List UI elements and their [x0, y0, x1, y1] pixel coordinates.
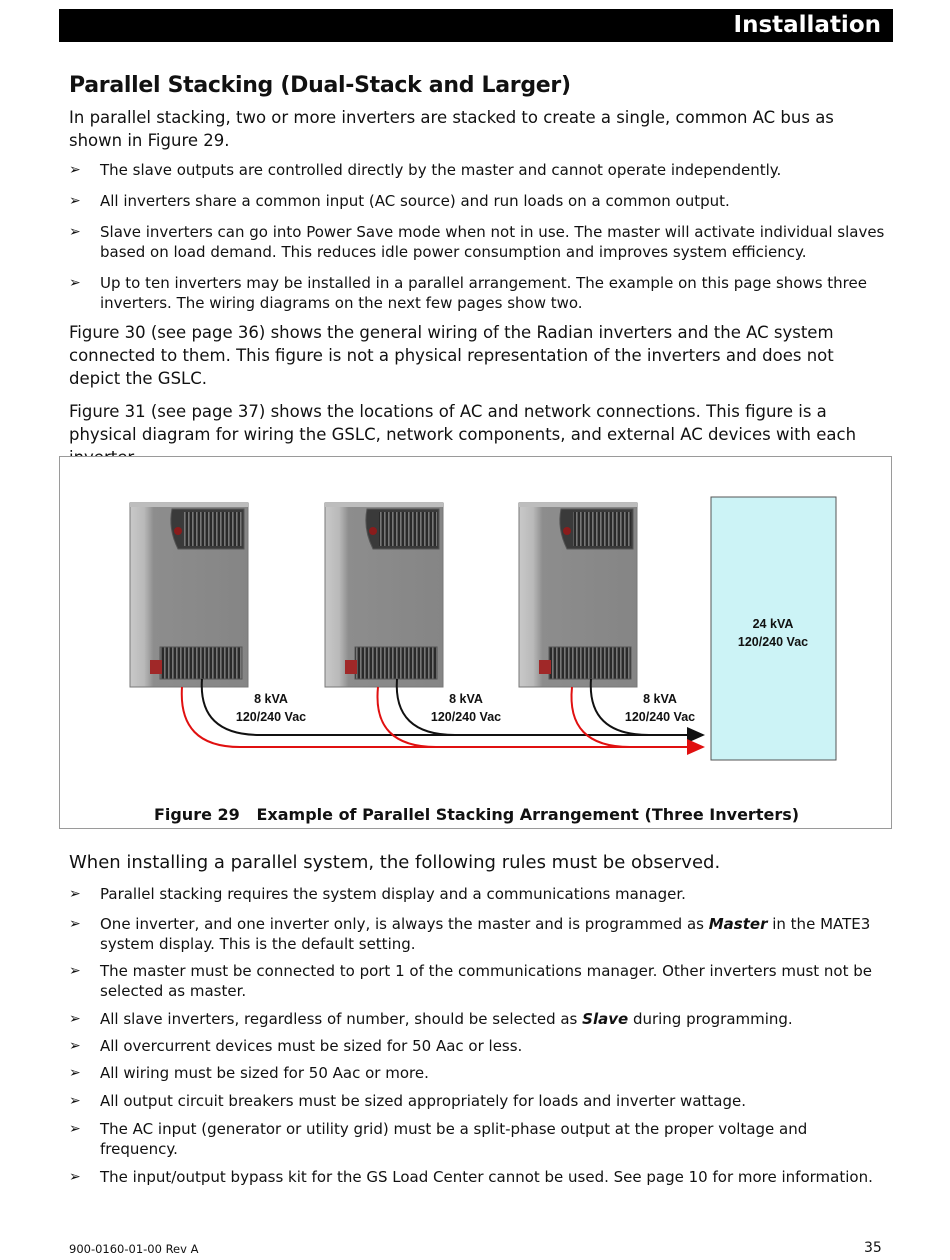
page-number: 35 [864, 1240, 882, 1256]
arrow-bullet-icon: ➢ [69, 275, 81, 291]
rule-item: ➢ All output circuit breakers must be sized appropriately for loads and inverter wattage. [69, 1092, 746, 1110]
header-bar [59, 9, 893, 42]
arrow-bullet-icon: ➢ [69, 1011, 81, 1027]
inverter-1-kva-label: 8 kVA [254, 692, 288, 706]
rule-item: ➢ The AC input (generator or utility grid) must be a split-phase output at the proper voltage and frequency. [69, 1120, 808, 1158]
bus-voltage-label: 120/240 Vac [737, 635, 809, 649]
rule-item: ➢ All slave inverters, regardless of number, should be selected as Slave during programming. [69, 1010, 793, 1028]
arrow-bullet-icon: ➢ [69, 162, 81, 178]
figure-caption: Figure 29 Example of Parallel Stacking Arrangement (Three Inverters) [153, 805, 800, 824]
bullet-item: ➢ Up to ten inverters may be installed in a parallel arrangement. The example on this page shows three inverters. The wiring diagrams on the next few pages show two. [69, 274, 867, 312]
rules-list [69, 884, 889, 1187]
bullet-item: ➢ Slave inverters can go into Power Save mode when not in use. The master will activate individual slaves based on load demand. This reduces idle power consumption and improves system efficiency. [69, 223, 885, 261]
rule-item: ➢ The master must be connected to port 1 of the communications manager. Other inverters must not be selected as master. [69, 962, 873, 1000]
arrow-bullet-icon: ➢ [69, 1065, 81, 1081]
parallel-stacking-diagram [60, 457, 893, 802]
inverter-3-voltage-label: 120/240 Vac [624, 710, 696, 724]
rules-section [69, 850, 889, 1195]
intro-paragraph: In parallel stacking, two or more inverters are stacked to create a single, common AC bus as shown in Figure 29. [69, 108, 834, 150]
inverter-1 [130, 503, 248, 687]
arrow-bullet-icon: ➢ [69, 1169, 81, 1185]
inverter-2-voltage-label: 120/240 Vac [430, 710, 502, 724]
arrow-bullet-icon: ➢ [69, 193, 81, 209]
document-number: 900-0160-01-00 Rev A [69, 1242, 199, 1256]
rules-lead: When installing a parallel system, the following rules must be observed. [69, 852, 721, 873]
rule-emphasis: Slave [582, 1010, 629, 1028]
arrow-bullet-icon: ➢ [69, 963, 81, 979]
section-title: Parallel Stacking (Dual-Stack and Larger) [69, 73, 571, 98]
section-content [69, 70, 889, 469]
inverter-2-kva-label: 8 kVA [449, 692, 483, 706]
rule-item: ➢ The input/output bypass kit for the GS Load Center cannot be used. See page 10 for more information. [69, 1168, 873, 1186]
figure30-paragraph: Figure 30 (see page 36) shows the general wiring of the Radian inverters and the AC system connected to them. This figure is not a physical representation of the inverters and does not depict the GSLC. [69, 323, 834, 388]
figure31-paragraph: Figure 31 (see page 37) shows the locations of AC and network connections. This figure is a physical diagram for wiring the GSLC, network components, and external AC devices with each [69, 402, 857, 444]
inverter-3 [519, 503, 637, 687]
arrow-bullet-icon: ➢ [69, 1093, 81, 1109]
bullet-item: ➢ All inverters share a common input (AC source) and run loads on a common output. [69, 192, 730, 210]
arrow-bullet-icon: ➢ [69, 224, 81, 240]
inverter-2 [325, 503, 443, 687]
header-title: Installation [733, 12, 881, 38]
bullet-item: ➢ The slave outputs are controlled directly by the master and cannot operate independently. [69, 161, 782, 179]
inverter-3-kva-label: 8 kVA [643, 692, 677, 706]
arrow-bullet-icon: ➢ [69, 886, 81, 902]
figure-29 [59, 456, 892, 829]
rule-item: ➢ One inverter, and one inverter only, is always the master and is programmed as Master in the MATE3 system display. This is the default setting. [69, 915, 871, 953]
arrow-bullet-icon: ➢ [69, 916, 81, 932]
arrow-bullet-icon: ➢ [69, 1038, 81, 1054]
inverter-1-voltage-label: 120/240 Vac [235, 710, 307, 724]
rule-item: ➢ All wiring must be sized for 50 Aac or more. [69, 1064, 429, 1082]
arrow-bullet-icon: ➢ [69, 1121, 81, 1137]
rule-item: ➢ All overcurrent devices must be sized for 50 Aac or less. [69, 1037, 523, 1055]
feature-bullet-list [69, 160, 889, 313]
rule-emphasis: Master [708, 915, 768, 933]
bus-kva-label: 24 kVA [752, 617, 794, 631]
rule-item: ➢ Parallel stacking requires the system display and a communications manager. [69, 885, 686, 903]
